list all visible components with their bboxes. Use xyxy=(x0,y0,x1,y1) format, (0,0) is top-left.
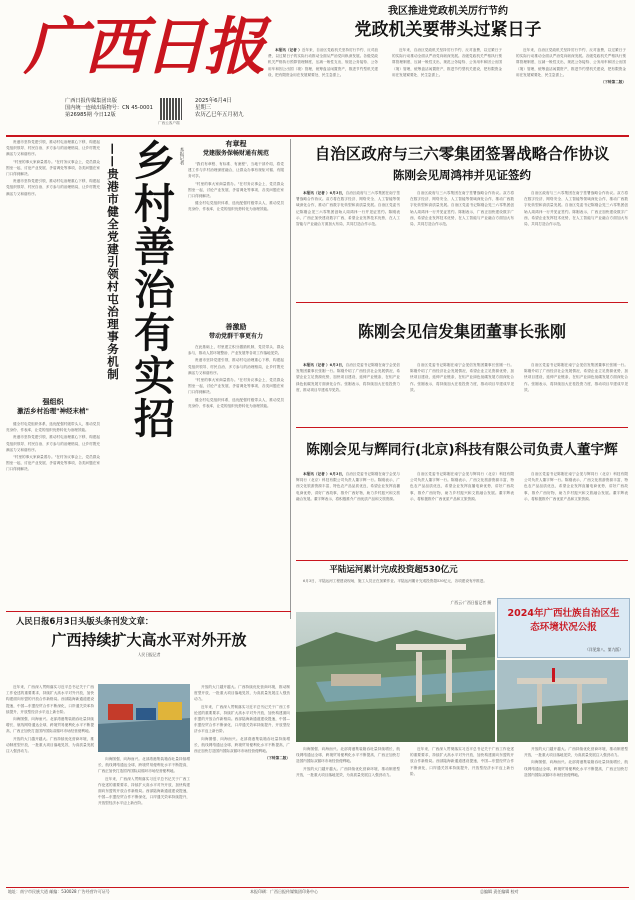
bottom-col-3-text-2: 近年来，广西深入贯彻落实习近平总书记关于广西工作论述的重要要求，持续扩大高水平对外开放，加快构建面向东盟的开放合作新格局。西部陆海新通道建设提速，中国—东盟经贸合作不断深化，口岸通关效率持续提升，开放型经济水平迈上新台阶。 xyxy=(194,704,290,734)
bottom-col-2 xyxy=(98,756,190,884)
story-strategic-col-3 xyxy=(524,190,628,298)
top-story-col-3 xyxy=(516,47,626,129)
top-story-source: 本报讯（记者 ） xyxy=(275,48,302,52)
bottom-story-end-note: （下转第二版） xyxy=(264,756,290,761)
bottom-story-headline: 广西持续扩大高水平对外开放 xyxy=(51,631,247,649)
app-label: 广西云客户端 xyxy=(158,121,180,125)
footer-rule xyxy=(6,887,629,888)
feature-sub-title-main: 强组织 xyxy=(42,398,64,406)
lunar-date: 农历乙巳年五月初九 xyxy=(195,112,244,118)
top-story-kicker: 我区推进党政机关厉行节约 xyxy=(388,6,508,17)
story-yuhui-headline: 陈刚会见与辉同行(北京)科技有限公司负责人董宇辉 xyxy=(306,442,618,458)
story-strategic-body-2: 自治区政府与三六零集团在南宁签署战略合作协议。双方将在数字经济、网络安全、人工智能等领域深化合作，推动广西数字化转型和高质量发展。自治区党委书记陈刚会见三六零集团创始人周鸿祎一行并见证签约。陈刚表示，广西正加快建设数字广西，希望企业发挥技术优势，在人工智能与产业融合方面加大布局，共同打造合作示范。 xyxy=(410,191,514,227)
bottom-story-header xyxy=(6,614,292,680)
rule-2 xyxy=(296,302,628,303)
right-bottom-col-1-text-2: 开放的大门越开越大。广西持续优化营商环境，推动制度型开放，一批重大项目落地见效，为高质量发展注入强劲动力。 xyxy=(296,766,400,777)
section-body-1 xyxy=(188,161,284,316)
story-yuhui-body: 自治区党委书记陈刚在南宁会见与辉同行（北京）科技有限公司负责人董宇辉一行。陈刚表示，广西文化旅游资源丰富，特色农产品品质优良，希望企业发挥直播电商优势，讲好广西故事，推介广西好物，助力乡村振兴和文旅融合发展。董宇辉表示，将积极推介广西优质产品和文旅资源。 xyxy=(296,472,400,501)
bottom-story-kicker: 人民日报6月3日头版头条刊发文章： xyxy=(16,616,154,626)
story-yuhui-col-2 xyxy=(410,471,514,547)
bottom-col-1-text-2: 向海图强、向海而兴。北部湾港集装箱吞吐量持续增长，航线网络通达全球，跨境贸易便利化水平不断提高，广西正加快打造国内国际双循环市场经营便利地。 xyxy=(6,717,94,734)
story-strategic xyxy=(296,140,628,300)
feature-col-c-text-3: "村里的事大家商量着办。"在村务议事会上，党员群众围坐一起，讨论产业发展、矛盾调处等事项，各类问题在家门口得到解决。 xyxy=(6,455,100,472)
rule-3 xyxy=(296,427,628,428)
right-bottom-col-1 xyxy=(296,746,400,884)
story-strategic-body-3: 自治区政府与三六零集团在南宁签署战略合作协议。双方将在数字经济、网络安全、人工智能等领域深化合作，推动广西数字化转型和高质量发展。自治区党委书记陈刚会见三六零集团创始人周鸿祎一行并见证签约。陈刚表示，广西正加快建设数字广西，希望企业发挥技术优势，在人工智能与产业融合方面加大布局，共同打造合作示范。 xyxy=(524,191,628,227)
section-body-2-text-3: "村里的事大家商量着办。"在村务议事会上，党员群众围坐一起，讨论产业发展、矛盾调处等事项，各类问题在家门口得到解决。 xyxy=(188,378,284,395)
section-subtitle-2: 带动党群干事更有力 xyxy=(208,333,263,340)
section-body-2 xyxy=(188,344,284,584)
masthead-rule xyxy=(6,135,629,137)
right-bottom-col-2 xyxy=(410,746,514,884)
bottom-photo xyxy=(98,684,190,752)
feature-col-a xyxy=(6,139,100,394)
story-strategic-headline: 自治区政府与三六零集团签署战略合作协议 xyxy=(314,145,610,163)
qr-code xyxy=(160,98,182,120)
report-box xyxy=(497,598,630,658)
section-title-1: 有章程 xyxy=(225,140,247,148)
footer-left: 地址：南宁市民族大道 邮编：530028 广告经营许可证号 xyxy=(8,889,110,894)
section-body-1-text-2: "村里的事大家商量着办。"在村务议事会上，党员群众围坐一起，讨论产业发展、矛盾调处等事项，各类问题在家门口得到解决。 xyxy=(188,181,284,199)
issn-line: 国内统一连续出版物号：CN 45-0001 xyxy=(65,105,153,111)
story-yuhui-body-3: 自治区党委书记陈刚在南宁会见与辉同行（北京）科技有限公司负责人董宇辉一行。陈刚表示，广西文化旅游资源丰富，特色农产品品质优良，希望企业发挥直播电商优势，讲好广西故事，推介广西好物，助力乡村振兴和文旅融合发展。董宇辉表示，将积极推介广西优质产品和文旅资源。 xyxy=(524,472,628,501)
feature-sub-title-sub: 激活乡村治理"神经末梢" xyxy=(17,407,89,415)
feature-col-c xyxy=(6,421,100,589)
story-strategic-subhead: 陈刚会见周鸿祎并见证签约 xyxy=(393,168,531,182)
story-xinfa-body: 自治区党委书记陈刚在南宁会见信发集团董事长张刚一行。陈刚介绍了广西经济社会发展情况，希望企业立足资源优势，加快项目建设，延伸产业链条，在铝产业绿色低碳发展方面深化合作。张刚表示，将持续加大在桂投资力度，推动项目早建成早见效。 xyxy=(296,363,400,392)
story-yuhui-col-1 xyxy=(296,471,400,547)
story-xinfa-headline: 陈刚会见信发集团董事长张刚 xyxy=(357,322,566,341)
feature-right-col xyxy=(188,139,284,589)
date: 2025年6月4日 xyxy=(195,98,232,104)
port-photo xyxy=(98,684,190,752)
story-xinfa xyxy=(296,306,628,426)
date-block xyxy=(195,98,265,119)
photo-area xyxy=(296,612,495,742)
section-body-2-text: 在此基础上，村里建立积分激励机制，党员带头、群众参与，推动人居环境整治、产业发展等各项工作落地见效。 xyxy=(188,345,284,356)
top-story-end-note: （下转第二版） xyxy=(600,80,626,85)
section-subtitle-1: 党建服务保畅财通有规范 xyxy=(202,150,269,157)
feature-headline: 乡村善治有实招 xyxy=(127,139,175,440)
feature-byline: 本报记者 xyxy=(179,147,184,165)
funds-credit: 广西云·广西日报记者 摄 xyxy=(450,600,491,605)
top-story xyxy=(268,5,628,132)
bottom-col-3-text-3: 向海图强、向海而兴。北部湾港集装箱吞吐量持续增长，航线网络通达全球，跨境贸易便利化水平不断提高，广西正加快打造国内国际双循环市场经营便利地。 xyxy=(194,736,290,754)
feature-col-c-text: 健全村屯党组织体系，选优配强村级带头人，推动党员亮身份、作表率，让党的组织优势转化为治理效能。 xyxy=(6,422,100,433)
footer-right: 总编辑 责任编辑 校对 xyxy=(480,889,519,894)
weekday: 星期三 xyxy=(195,105,212,111)
top-story-body-3: 近年来，自治区党政机关坚持厉行节约、反对浪费，以过紧日子的实际行动推动全面从严治党向纵深发展。各级党政机关严格执行预算管理制度，压减一般性支出，规范公务接待、公务用车和因公出国（境）管理，统筹盘活闲置资产，推进节约型机关建设，把有限资金用在发展紧要处、民生急需上。 xyxy=(516,48,626,77)
issue-line: 第26985期 今日12版 xyxy=(65,112,116,118)
top-story-body-2: 近年来，自治区党政机关坚持厉行节约、反对浪费，以过紧日子的实际行动推动全面从严治党向纵深发展。各级党政机关严格执行预算管理制度，压减一般性支出，规范公务接待、公务用车和因公出国（境）管理，统筹盘活闲置资产，推进节约型机关建设，把有限资金用在发展紧要处、民生急需上。 xyxy=(392,48,502,77)
bottom-col-3-text: 开放的大门越开越大。广西持续优化营商环境，推动制度型开放，一批重大项目落地见效，为高质量发展注入强劲动力。 xyxy=(194,685,290,702)
construction-photo xyxy=(497,660,628,742)
rule-4 xyxy=(296,560,628,561)
feature-col-a-text-3: 贵港市坚持党建引领，推动村屯治理重心下移，构建起党组织领导、村民自治、多方参与的治理格局，让乡村既充满活力又和谐有序。 xyxy=(6,179,100,196)
canal-photo xyxy=(296,612,495,742)
top-story-col-2 xyxy=(392,47,502,129)
right-bottom-col-3-text: 开放的大门越开越大。广西持续优化营商环境，推动制度型开放，一批重大项目落地见效，为高质量发展注入强劲动力。 xyxy=(524,747,628,758)
report-title: 2024年广西壮族自治区生态环境状况公报 xyxy=(507,608,620,633)
funds-caption xyxy=(296,578,491,600)
story-yuhui-source: 本报讯（记者 ）6月3日， xyxy=(303,472,346,476)
newspaper-logo: 广西日报 xyxy=(24,10,265,83)
story-strategic-col-1 xyxy=(296,190,400,298)
story-xinfa-body-3: 自治区党委书记陈刚在南宁会见信发集团董事长张刚一行。陈刚介绍了广西经济社会发展情况，希望企业立足资源优势，加快项目建设，延伸产业链条，在铝产业绿色低碳发展方面深化合作。张刚表示，将持续加大在桂投资力度，推动项目早建成早见效。 xyxy=(524,363,628,392)
section-body-2-text-4: 健全村屯党组织体系，选优配强村级带头人，推动党员亮身份、作表率，让党的组织优势转化为治理效能。 xyxy=(188,397,284,408)
section-body-1-text: "我们有章程、有标准、有流程"，当地干部介绍，将党建工作与乡村治理深度融合，让群众办事有规矩可循、有服务可享。 xyxy=(188,162,284,179)
funds-headline: 平陆运河累计完成投资超530亿元 xyxy=(329,565,458,575)
feature-col-c-text-2: 贵港市坚持党建引领，推动村屯治理重心下移，构建起党组织领导、村民自治、多方参与的治理格局，让乡村既充满活力又和谐有序。 xyxy=(6,435,100,452)
right-bottom-col-2-text: 近年来，广西深入贯彻落实习近平总书记关于广西工作论述的重要要求，持续扩大高水平对外开放，加快构建面向东盟的开放合作新格局。西部陆海新通道建设提速，中国—东盟经贸合作不断深化，口岸通关效率持续提升，开放型经济水平迈上新台阶。 xyxy=(410,747,514,776)
story-yuhui-body-2: 自治区党委书记陈刚在南宁会见与辉同行（北京）科技有限公司负责人董宇辉一行。陈刚表示，广西文化旅游资源丰富，特色农产品品质优良，希望企业发挥直播电商优势，讲好广西故事，推介广西好物，助力乡村振兴和文旅融合发展。董宇辉表示，将积极推介广西优质产品和文旅资源。 xyxy=(410,472,514,501)
story-xinfa-col-3 xyxy=(524,362,628,424)
feature-col-a-text-2: "村里的事大家商量着办。"在村务议事会上，党员群众围坐一起，讨论产业发展、矛盾调处等事项，各类问题在家门口得到解决。 xyxy=(6,159,100,177)
story-strategic-col-2 xyxy=(410,190,514,298)
masthead-info xyxy=(65,98,160,119)
story-strategic-source: 本报讯（记者 ）6月3日， xyxy=(303,191,346,195)
feature-subhead: ——贵港市健全党建引领村屯治理事务机制 xyxy=(106,143,120,381)
report-note: （详见第八、第九版） xyxy=(585,647,623,652)
right-bottom-col-3 xyxy=(524,746,628,884)
funds-box xyxy=(296,564,491,608)
section-body-1-text-3: 健全村屯党组织体系，选优配强村级带头人，推动党员亮身份、作表率，让党的组织优势转化为治理效能。 xyxy=(188,201,284,212)
story-xinfa-col-2 xyxy=(410,362,514,424)
story-yuhui xyxy=(296,431,628,551)
rule-mid xyxy=(6,611,291,612)
top-story-body: 近年来，自治区党政机关坚持厉行节约、反对浪费，以过紧日子的实际行动推动全面从严治党向纵深发展。各级党政机关严格执行预算管理制度，压减一般性支出，规范公务接待、公务用车和因公出国（境）管理，统筹盘活闲置资产，推进节约型机关建设，把有限资金用在发展紧要处、民生急需上。 xyxy=(268,48,378,77)
photo-area-right xyxy=(497,660,628,742)
publisher-line: 广西日报传媒集团出版 xyxy=(65,98,117,104)
column-divider xyxy=(290,139,291,619)
story-xinfa-col-1 xyxy=(296,362,400,424)
bottom-col-2-text: 向海图强、向海而兴。北部湾港集装箱吞吐量持续增长，航线网络通达全球，跨境贸易便利化水平不断提高，广西正加快打造国内国际双循环市场经营便利地。 xyxy=(98,757,190,774)
bottom-col-1-text: 近年来，广西深入贯彻落实习近平总书记关于广西工作论述的重要要求，持续扩大高水平对外开放，加快构建面向东盟的开放合作新格局。西部陆海新通道建设提速，中国—东盟经贸合作不断深化，口岸通关效率持续提升，开放型经济水平迈上新台阶。 xyxy=(6,685,94,714)
feature-vertical xyxy=(6,139,284,589)
bottom-story-byline: 人民日报记者 xyxy=(137,652,161,657)
funds-caption-text: 6月3日，平陆运河工程建设现场，施工人员正在加紧作业。平陆运河累计完成投资超530亿元，各项建设有序推进。 xyxy=(303,579,487,583)
bottom-col-1-text-3: 开放的大门越开越大。广西持续优化营商环境，推动制度型开放，一批重大项目落地见效，为高质量发展注入强劲动力。 xyxy=(6,736,94,754)
story-yuhui-col-3 xyxy=(524,471,628,547)
top-story-headline: 党政机关要带头过紧日子 xyxy=(354,20,542,40)
feature-sub-title xyxy=(6,397,100,416)
right-bottom-col-3-text-2: 向海图强、向海而兴。北部湾港集装箱吞吐量持续增长，航线网络通达全球，跨境贸易便利化水平不断提高，广西正加快打造国内国际双循环市场经营便利地。 xyxy=(524,760,628,777)
section-title-2: 善激励 xyxy=(225,323,247,331)
top-story-col-1 xyxy=(268,47,378,129)
masthead xyxy=(10,6,265,134)
feature-col-a-text: 贵港市坚持党建引领，推动村屯治理重心下移，构建起党组织领导、村民自治、多方参与的治理格局，让乡村既充满活力又和谐有序。 xyxy=(6,140,100,157)
story-xinfa-source: 本报讯（记者 ）6月3日， xyxy=(303,363,346,367)
right-bottom-col-1-text: 向海图强、向海而兴。北部湾港集装箱吞吐量持续增长，航线网络通达全球，跨境贸易便利化水平不断提高，广西正加快打造国内国际双循环市场经营便利地。 xyxy=(296,747,400,764)
section-body-2-text-2: 贵港市坚持党建引领，推动村屯治理重心下移，构建起党组织领导、村民自治、多方参与的治理格局，让乡村既充满活力又和谐有序。 xyxy=(188,358,284,375)
bottom-col-2-text-2: 近年来，广西深入贯彻落实习近平总书记关于广西工作论述的重要要求，持续扩大高水平对外开放，加快构建面向东盟的开放合作新格局。西部陆海新通道建设提速，中国—东盟经贸合作不断深化，口岸通关效率持续提升，开放型经济水平迈上新台阶。 xyxy=(98,776,190,806)
bottom-col-1 xyxy=(6,684,94,884)
footer-mid: 本报印刷：广西日报传媒集团印务中心 xyxy=(250,889,318,894)
story-strategic-body: 自治区政府与三六零集团在南宁签署战略合作协议。双方将在数字经济、网络安全、人工智能等领域深化合作，推动广西数字化转型和高质量发展。自治区党委书记陈刚会见三六零集团创始人周鸿祎一行并见证签约。陈刚表示，广西正加快建设数字广西，希望企业发挥技术优势，在人工智能与产业融合方面加大布局，共同打造合作示范。 xyxy=(296,191,400,227)
bottom-col-3 xyxy=(194,684,290,884)
story-xinfa-body-2: 自治区党委书记陈刚在南宁会见信发集团董事长张刚一行。陈刚介绍了广西经济社会发展情况，希望企业立足资源优势，加快项目建设，延伸产业链条，在铝产业绿色低碳发展方面深化合作。张刚表示，将持续加大在桂投资力度，推动项目早建成早见效。 xyxy=(410,363,514,392)
